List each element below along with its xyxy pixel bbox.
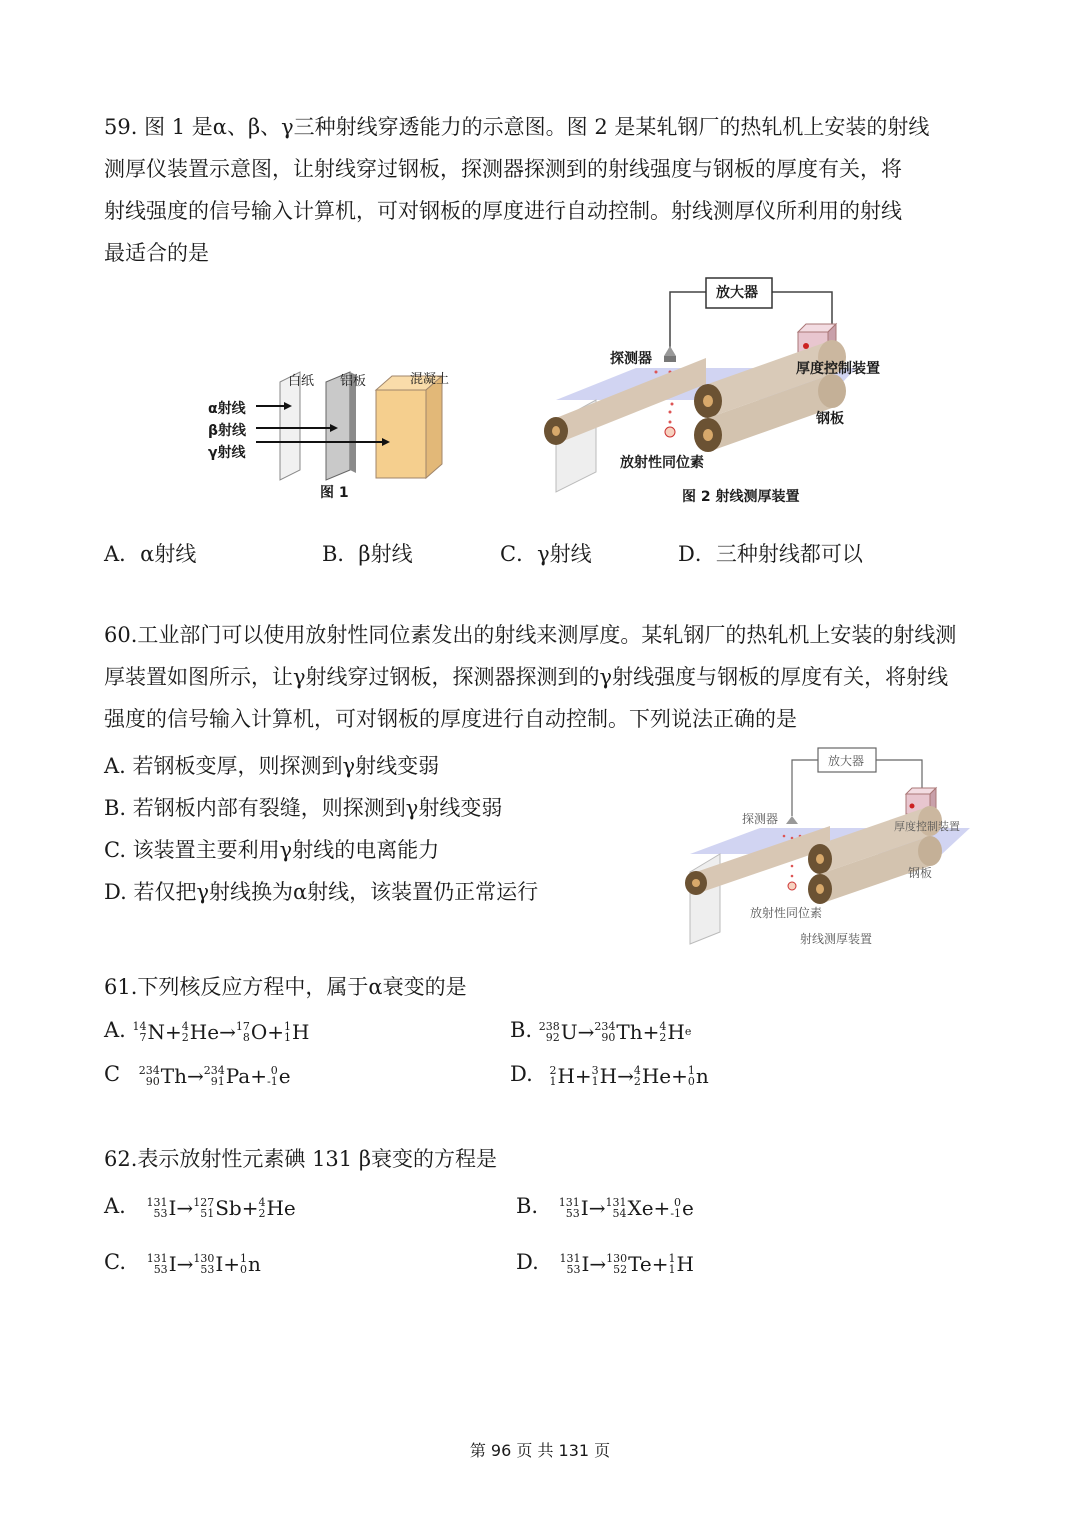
q62-option-c[interactable]: [104, 1250, 261, 1276]
q60-option-b[interactable]: B. 若钢板内部有裂缝，则探测到γ射线变弱: [104, 796, 503, 820]
option-label: B.: [516, 1194, 539, 1218]
nuclear-equation: [559, 1252, 694, 1276]
atomic-number: 91: [210, 1074, 225, 1088]
mass-number: 234: [138, 1063, 160, 1077]
isotope-numbers: [193, 1197, 214, 1219]
symbol: H: [667, 1019, 685, 1044]
q60-figure: [680, 742, 970, 950]
isotope-numbers: [606, 1253, 627, 1275]
mass-number: 127: [193, 1195, 215, 1209]
detector-label: 探测器: [610, 351, 652, 367]
mass-number: 1: [240, 1251, 248, 1265]
q60-option-d[interactable]: D. 若仅把γ射线换为α射线，该装置仍正常运行: [104, 880, 539, 904]
atomic-number: 0: [240, 1262, 248, 1276]
isotope-numbers: [204, 1065, 225, 1087]
alpha-label: α射线: [208, 401, 246, 417]
q60-figure-caption: 射线测厚装置: [800, 932, 873, 946]
nuclear-equation: [539, 1020, 692, 1044]
isotope-numbers: [559, 1253, 580, 1275]
isotope-numbers: [605, 1197, 626, 1219]
q61-option-b[interactable]: [510, 1018, 691, 1044]
q59-option-a[interactable]: A．α射线: [104, 542, 197, 566]
mass-number: 14: [132, 1019, 147, 1033]
mass-number: 130: [606, 1251, 628, 1265]
option-label: A.: [104, 1194, 126, 1218]
symbol: e: [278, 1063, 291, 1088]
atomic-number: 2: [659, 1030, 667, 1044]
symbol: H→: [599, 1063, 634, 1088]
isotope-numbers: [284, 1021, 291, 1043]
symbol: n: [695, 1063, 709, 1088]
isotope-numbers: [133, 1021, 147, 1043]
q59-option-c[interactable]: C．γ射线: [500, 542, 592, 566]
q59-option-b[interactable]: B．β射线: [322, 542, 413, 566]
q59-line: 最适合的是: [104, 241, 209, 265]
atomic-number: 90: [601, 1030, 616, 1044]
q60-figure-drawing: [680, 742, 970, 950]
q59-line: 59. 图 1 是α、β、γ三种射线穿透能力的示意图。图 2 是某轧钢厂的热轧机上安装的射线: [104, 115, 930, 139]
atomic-number: 1: [549, 1074, 557, 1088]
mass-number: 131: [559, 1251, 581, 1265]
mass-number: 3: [591, 1063, 599, 1077]
q61-option-d[interactable]: [510, 1062, 709, 1088]
symbol: I→: [581, 1251, 607, 1276]
isotope-numbers: [594, 1021, 615, 1043]
isotope-numbers: [236, 1021, 250, 1043]
isotope-numbers: [182, 1021, 189, 1043]
q59-option-d[interactable]: D．三种射线都可以: [678, 542, 863, 566]
symbol: n: [248, 1251, 261, 1276]
nuclear-equation: [549, 1064, 708, 1088]
symbol: O+: [250, 1019, 284, 1044]
subscript: e: [684, 1025, 692, 1038]
atomic-number: 54: [612, 1206, 627, 1220]
mass-number: 131: [605, 1195, 627, 1209]
mass-number: 4: [258, 1195, 266, 1209]
atomic-number: 0: [687, 1074, 695, 1088]
symbol: I→: [168, 1251, 194, 1276]
atomic-number: 53: [566, 1262, 581, 1276]
q61-text: 61.下列核反应方程中，属于α衰变的是: [104, 975, 467, 999]
mass-number: 4: [181, 1019, 189, 1033]
mass-number: 1: [687, 1063, 695, 1077]
symbol: I+: [215, 1251, 241, 1276]
symbol: U→: [560, 1019, 595, 1044]
figure-2-caption: 图 2 射线测厚装置: [682, 489, 800, 505]
option-label: A.: [104, 1018, 126, 1042]
symbol: Th→: [160, 1063, 204, 1088]
q61-option-c[interactable]: [104, 1062, 291, 1088]
atomic-number: 1: [284, 1030, 291, 1044]
atomic-number: 53: [565, 1206, 580, 1220]
atomic-number: 53: [153, 1206, 168, 1220]
concrete-label: 混凝土: [410, 372, 450, 387]
isotope-numbers: [267, 1065, 278, 1087]
q60-detector-label: 探测器: [742, 812, 779, 826]
atomic-number: 2: [633, 1074, 641, 1088]
q62-text: 62.表示放射性元素碘 131 β衰变的方程是: [104, 1147, 497, 1171]
symbol: Pa+: [225, 1063, 267, 1088]
symbol: N+: [147, 1019, 182, 1044]
atomic-number: 2: [258, 1206, 266, 1220]
q59-line: 射线强度的信号输入计算机，可对钢板的厚度进行自动控制。射线测厚仪所利用的射线: [104, 199, 902, 223]
isotope-numbers: [670, 1197, 681, 1219]
symbol: e: [682, 1195, 694, 1220]
q60-amplifier-label: 放大器: [828, 754, 865, 768]
q60-option-a[interactable]: A. 若钢板变厚，则探测到γ射线变弱: [104, 754, 440, 778]
atomic-number: 52: [613, 1262, 628, 1276]
q59-line: 测厚仪装置示意图，让射线穿过钢板，探测器探测到的射线强度与钢板的厚度有关，将: [104, 157, 902, 181]
isotope-numbers: [539, 1021, 560, 1043]
q60-thickness-control-label: 厚度控制装置: [894, 820, 960, 833]
isotope-numbers: [592, 1065, 599, 1087]
nuclear-equation: [139, 1064, 291, 1088]
isotope-label: 放射性同位素: [620, 455, 704, 471]
atomic-number: 51: [200, 1206, 215, 1220]
symbol: He: [266, 1195, 296, 1220]
isotope-numbers: [659, 1021, 666, 1043]
mass-number: 1: [668, 1251, 676, 1265]
symbol: Xe+: [627, 1195, 671, 1220]
q62-option-a[interactable]: [104, 1194, 296, 1220]
figure-2: [536, 272, 936, 512]
atomic-number: 7: [139, 1030, 147, 1044]
mass-number: 0: [270, 1063, 278, 1077]
symbol: Te+: [628, 1251, 669, 1276]
mass-number: 17: [235, 1019, 250, 1033]
atomic-number: -1: [670, 1206, 682, 1220]
q60-text: [104, 614, 1004, 740]
mass-number: 130: [193, 1251, 215, 1265]
mass-number: 234: [594, 1019, 616, 1033]
nuclear-equation: [147, 1196, 296, 1220]
mass-number: 131: [146, 1251, 168, 1265]
symbol: He→: [189, 1019, 236, 1044]
gamma-label: γ射线: [208, 445, 246, 461]
q60-line: 60.工业部门可以使用放射性同位素发出的射线来测厚度。某轧钢厂的热轧机上安装的射线测: [104, 623, 957, 647]
mass-number: 4: [659, 1019, 667, 1033]
option-label: D.: [510, 1062, 533, 1086]
figure-1: [200, 360, 480, 510]
mass-number: 238: [538, 1019, 560, 1033]
symbol: I→: [168, 1195, 194, 1220]
q60-isotope-label: 放射性同位素: [750, 906, 823, 920]
symbol: H: [292, 1019, 310, 1044]
thickness-control-label: 厚度控制装置: [796, 361, 880, 377]
isotope-numbers: [559, 1197, 580, 1219]
atomic-number: 8: [242, 1030, 250, 1044]
q60-steel-label: 钢板: [908, 866, 933, 880]
paper-label: 白纸: [288, 374, 315, 389]
beta-label: β射线: [208, 423, 247, 439]
atomic-number: 1: [668, 1262, 676, 1276]
symbol: He+: [641, 1063, 688, 1088]
atomic-number: 1: [591, 1074, 599, 1088]
figure-2-drawing: [536, 272, 936, 512]
mass-number: 0: [674, 1195, 682, 1209]
q60-option-c[interactable]: C. 该装置主要利用γ射线的电离能力: [104, 838, 440, 862]
option-label: B.: [510, 1018, 533, 1042]
amplifier-label: 放大器: [716, 285, 758, 301]
mass-number: 234: [203, 1063, 225, 1077]
isotope-numbers: [139, 1065, 160, 1087]
option-label: C: [104, 1062, 121, 1086]
isotope-numbers: [258, 1197, 265, 1219]
symbol: H: [676, 1251, 694, 1276]
mass-number: 131: [146, 1195, 168, 1209]
q62-option-d[interactable]: [516, 1250, 694, 1276]
page-footer: 第 96 页 共 131 页: [469, 1441, 611, 1460]
symbol: Th+: [616, 1019, 660, 1044]
q61-option-a[interactable]: [104, 1018, 309, 1044]
q60-line: 强度的信号输入计算机，可对钢板的厚度进行自动控制。下列说法正确的是: [104, 707, 797, 731]
option-label: D.: [516, 1250, 539, 1274]
isotope-numbers: [688, 1065, 695, 1087]
q59-text: [104, 106, 1004, 274]
mass-number: 4: [633, 1063, 641, 1077]
atomic-number: 92: [545, 1030, 560, 1044]
nuclear-equation: [147, 1252, 261, 1276]
q60-line: 厚装置如图所示，让γ射线穿过钢板，探测器探测到的γ射线强度与钢板的厚度有关，将射线: [104, 665, 949, 689]
isotope-numbers: [147, 1197, 168, 1219]
steel-label: 钢板: [816, 411, 844, 427]
isotope-numbers: [147, 1253, 168, 1275]
q62-option-b[interactable]: [516, 1194, 694, 1220]
isotope-numbers: [634, 1065, 641, 1087]
symbol: Sb+: [215, 1195, 259, 1220]
isotope-numbers: [549, 1065, 556, 1087]
option-label: C.: [104, 1250, 126, 1274]
mass-number: 1: [284, 1019, 291, 1033]
atomic-number: 53: [153, 1262, 168, 1276]
symbol: H+: [557, 1063, 592, 1088]
atomic-number: 2: [181, 1030, 189, 1044]
nuclear-equation: [133, 1020, 310, 1044]
isotope-numbers: [193, 1253, 214, 1275]
aluminum-label: 铝板: [340, 374, 367, 389]
isotope-numbers: [669, 1253, 676, 1275]
atomic-number: -1: [267, 1074, 278, 1088]
figure-1-caption: 图 1: [320, 485, 349, 501]
mass-number: 2: [549, 1063, 557, 1077]
atomic-number: 90: [145, 1074, 160, 1088]
symbol: I→: [580, 1195, 606, 1220]
isotope-numbers: [240, 1253, 247, 1275]
atomic-number: 53: [200, 1262, 215, 1276]
mass-number: 131: [558, 1195, 580, 1209]
nuclear-equation: [559, 1196, 694, 1220]
